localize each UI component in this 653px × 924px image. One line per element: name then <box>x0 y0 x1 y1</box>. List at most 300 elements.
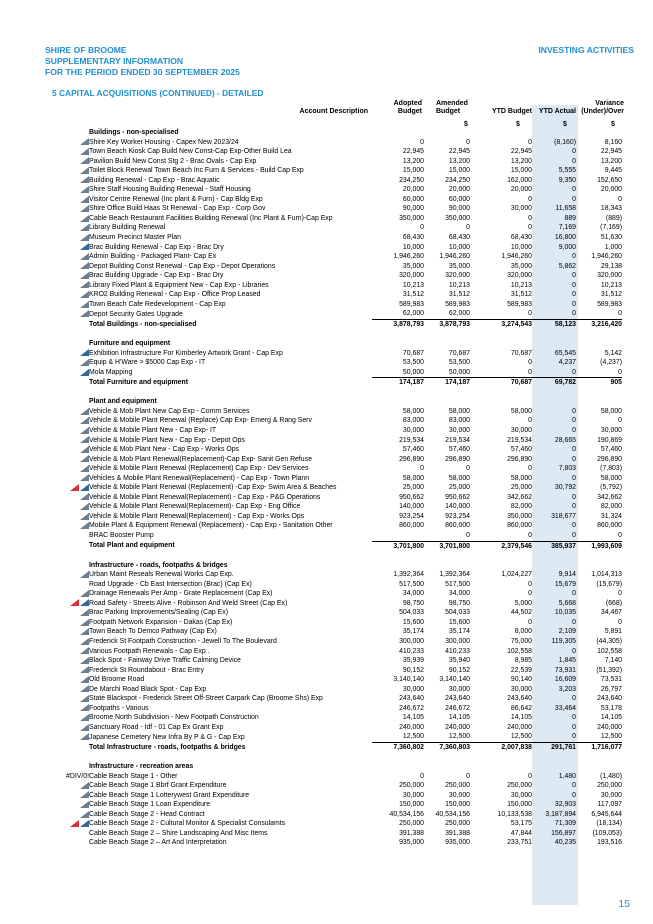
account-description: Vehicle & Mob Plant New - Cap Exp - Works Ops <box>89 446 239 454</box>
row-indicator <box>45 309 89 319</box>
row-indicator <box>45 753 89 763</box>
ytd-actual-cell: 7,169 <box>558 224 576 232</box>
amended-budget-cell: 62,000 <box>448 310 470 318</box>
ytd-actual-cell: 40,235 <box>554 839 576 847</box>
variance-cell: 34,467 <box>600 609 622 617</box>
ytd-budget-cell: 150,000 <box>507 801 532 809</box>
ytd-actual-cell: 0 <box>572 310 576 318</box>
ytd-budget-cell <box>470 561 532 571</box>
ytd-actual-cell <box>532 762 576 772</box>
row-indicator <box>45 262 89 272</box>
ytd-actual-cell: 16,800 <box>554 234 576 242</box>
account-description: Depot Building Const Renewal - Cap Exp - Depot Operations <box>89 262 276 270</box>
ytd-budget-cell: 70,687 <box>510 349 532 357</box>
account-description: Cable Beach Stage 2 – Art And Interpretation <box>89 839 227 847</box>
ytd-budget-cell: 219,534 <box>507 436 532 444</box>
adopted-budget-cell: 50,000 <box>402 368 424 376</box>
amended-budget-cell: 250,000 <box>445 782 470 790</box>
row-indicator <box>45 157 89 167</box>
table-row <box>45 416 622 426</box>
amended-budget-cell: 240,000 <box>445 723 470 731</box>
adopted-budget-cell: 3,878,793 <box>372 319 424 329</box>
ytd-actual-cell: 32,903 <box>554 801 576 809</box>
adopted-budget-cell: 10,000 <box>402 243 424 251</box>
amended-budget-cell: 30,000 <box>448 685 470 693</box>
account-description: Cable Beach Stage 1 Loan Expenditure <box>89 801 211 809</box>
variance-cell: 1,000 <box>604 243 622 251</box>
row-indicator <box>45 666 89 676</box>
row-indicator <box>45 580 89 590</box>
triangle-indicator-icon <box>80 474 89 481</box>
row-indicator <box>45 445 89 455</box>
ytd-actual-cell: 9,914 <box>558 571 576 579</box>
amended-budget-cell: 140,000 <box>445 503 470 511</box>
amended-budget-cell: 83,000 <box>448 417 470 425</box>
row-indicator <box>45 349 89 359</box>
triangle-indicator-icon <box>80 176 89 183</box>
ytd-budget-cell: 58,000 <box>510 407 532 415</box>
ytd-actual-cell: 0 <box>572 407 576 415</box>
variance-cell: 296,890 <box>597 455 622 463</box>
account-description: Broome North Subdivision - New Footpath Construction <box>89 714 259 722</box>
adopted-budget-cell <box>372 397 424 407</box>
variance-cell: 29,138 <box>600 262 622 270</box>
adopted-budget-cell: 14,105 <box>402 714 424 722</box>
account-description: Black Spot - Fairway Drive Traffic Calming Device <box>89 657 241 665</box>
variance-cell: 5,142 <box>604 349 622 357</box>
variance-cell: 3,216,420 <box>576 319 622 329</box>
adopted-budget-cell: 30,000 <box>402 791 424 799</box>
amended-budget-cell: 410,233 <box>445 647 470 655</box>
row-indicator <box>45 493 89 503</box>
ytd-actual-cell: 7,803 <box>558 465 576 473</box>
triangle-indicator-icon <box>80 196 89 203</box>
amended-budget-cell: 58,000 <box>448 474 470 482</box>
triangle-indicator-icon <box>80 609 89 616</box>
adopted-budget-cell <box>372 762 424 772</box>
ytd-budget-cell: 0 <box>528 138 532 146</box>
adopted-budget-cell: 83,000 <box>402 417 424 425</box>
variance-cell <box>576 561 622 571</box>
adopted-budget-cell: 25,000 <box>402 484 424 492</box>
adopted-budget-cell: 3,701,800 <box>372 541 424 551</box>
account-description: Cable Beach Stage 1 - Other <box>89 772 178 780</box>
row-indicator <box>45 416 89 426</box>
ytd-actual-cell: 3,203 <box>558 685 576 693</box>
triangle-indicator-icon <box>80 657 89 664</box>
ytd-budget-cell: 342,662 <box>507 493 532 501</box>
table-row <box>45 618 622 628</box>
table-row <box>45 589 622 599</box>
triangle-indicator-icon <box>80 619 89 626</box>
amended-budget-cell: 70,687 <box>448 349 470 357</box>
variance-cell: 10,213 <box>600 281 622 289</box>
report-category: INVESTING ACTIVITIES <box>538 45 634 55</box>
variance-cell: 7,140 <box>604 657 622 665</box>
variance-cell: 31,512 <box>600 291 622 299</box>
amended-budget-cell <box>424 388 470 398</box>
ytd-budget-cell: 2,379,546 <box>470 541 532 551</box>
table-row <box>45 599 622 609</box>
account-description: Brac Building Renewal - Cap Exp - Brac Dry <box>89 243 224 251</box>
triangle-indicator-icon <box>80 571 89 578</box>
adopted-budget-cell: 504,033 <box>399 609 424 617</box>
adopted-budget-cell: 250,000 <box>399 820 424 828</box>
row-indicator <box>45 329 89 339</box>
ytd-budget-cell: 13,200 <box>510 157 532 165</box>
account-description: Town Beach To Demco Pathway (Cap Ex) <box>89 628 217 636</box>
account-description: Cable Beach Stage 2 – Shire Landscaping And Misc Items <box>89 829 268 837</box>
ytd-budget-cell: 44,502 <box>510 609 532 617</box>
adopted-budget-cell: 98,750 <box>402 599 424 607</box>
account-description: Road Upgrade - Cb East Intersection (Brac) (Cap Ex) <box>89 580 252 588</box>
table-row <box>45 627 622 637</box>
table-row <box>45 214 622 224</box>
variance-cell: (889) <box>605 214 622 222</box>
ytd-budget-cell: 240,000 <box>507 723 532 731</box>
account-description: Vehicle & Mobile Plant Renewal(Replacement) - Cap Exp - P&G Operations <box>89 493 321 501</box>
ytd-budget-cell <box>470 128 532 138</box>
triangle-indicator-icon <box>80 224 89 231</box>
adopted-budget-cell <box>372 388 424 398</box>
variance-cell: 250,000 <box>597 782 622 790</box>
ytd-budget-cell: 0 <box>528 368 532 376</box>
amended-budget-cell: 923,254 <box>445 512 470 520</box>
ytd-budget-cell: 25,000 <box>510 484 532 492</box>
ytd-budget-cell: 0 <box>528 772 532 780</box>
amended-budget-cell: 14,105 <box>448 714 470 722</box>
adopted-budget-cell <box>372 329 424 339</box>
row-indicator <box>45 570 89 580</box>
ytd-actual-cell: 0 <box>572 590 576 598</box>
ytd-budget-cell: 53,175 <box>510 820 532 828</box>
triangle-indicator-icon <box>80 291 89 298</box>
variance-cell: 58,000 <box>600 474 622 482</box>
variance-cell: 5,891 <box>604 628 622 636</box>
row-indicator <box>45 397 89 407</box>
table-row <box>45 502 622 512</box>
ytd-budget-cell: 1,946,260 <box>501 253 532 261</box>
adopted-budget-cell: 240,000 <box>399 723 424 731</box>
variance-cell: 0 <box>618 195 622 203</box>
group-heading-row <box>45 128 622 138</box>
ytd-actual-cell: 28,665 <box>554 436 576 444</box>
ytd-budget-cell: 35,000 <box>510 262 532 270</box>
variance-cell: (1,480) <box>600 772 622 780</box>
table-row <box>45 647 622 657</box>
account-description: Old Broome Road <box>89 676 145 684</box>
ytd-actual-cell: 0 <box>572 446 576 454</box>
adopted-budget-cell: 60,000 <box>402 195 424 203</box>
ytd-actual-cell: 0 <box>572 291 576 299</box>
account-description: Drainage Renewals Per Amp - Grate Replacement (Cap Ex) <box>89 590 273 598</box>
triangle-indicator-icon <box>80 167 89 174</box>
row-indicator <box>45 290 89 300</box>
row-indicator <box>45 147 89 157</box>
variance-cell: 20,000 <box>600 186 622 194</box>
adopted-budget-cell: 0 <box>420 224 424 232</box>
ytd-budget-cell: 162,000 <box>507 176 532 184</box>
row-indicator <box>45 436 89 446</box>
row-indicator <box>45 791 89 801</box>
col-header-amended-line1: Amended <box>436 100 468 107</box>
variance-cell: 342,662 <box>597 493 622 501</box>
ytd-actual-cell: 0 <box>572 791 576 799</box>
row-indicator <box>45 561 89 571</box>
ytd-budget-cell: 47,844 <box>510 829 532 837</box>
row-indicator <box>45 685 89 695</box>
variance-cell: 82,000 <box>600 503 622 511</box>
triangle-indicator-icon <box>80 310 89 317</box>
ytd-budget-cell: 0 <box>528 465 532 473</box>
table-row <box>45 426 622 436</box>
ytd-actual-cell: 0 <box>572 647 576 655</box>
row-indicator <box>45 599 89 609</box>
amended-budget-cell <box>424 339 470 349</box>
variance-cell <box>576 339 622 349</box>
adopted-budget-cell <box>372 339 424 349</box>
row-indicator <box>45 829 89 839</box>
ytd-budget-cell <box>470 551 532 561</box>
ytd-budget-cell: 589,983 <box>507 300 532 308</box>
row-indicator <box>45 138 89 148</box>
account-description: Cable Beach Restaurant Facilities Building Renewal (Inc Plant & Furn)-Cap Exp <box>89 214 333 222</box>
amended-budget-cell <box>424 128 470 138</box>
account-description: Infrastructure - roads, footpaths & bridges <box>89 561 228 569</box>
currency-symbol-variance: $ <box>611 121 615 128</box>
triangle-indicator-icon <box>80 205 89 212</box>
ytd-budget-cell: 243,640 <box>507 695 532 703</box>
ytd-budget-cell: 5,000 <box>514 599 532 607</box>
adopted-budget-cell: 70,687 <box>402 349 424 357</box>
amended-budget-cell: 150,000 <box>445 801 470 809</box>
row-indicator <box>45 637 89 647</box>
ytd-budget-cell: 1,024,227 <box>501 571 532 579</box>
triangle-indicator-icon <box>80 215 89 222</box>
ytd-actual-cell <box>532 339 576 349</box>
account-description: Buildings - non-specialised <box>89 129 179 136</box>
ytd-budget-cell: 0 <box>528 214 532 222</box>
triangle-indicator-icon <box>80 733 89 740</box>
row-indicator <box>45 656 89 666</box>
triangle-indicator-icon <box>80 638 89 645</box>
table-row <box>45 694 622 704</box>
ytd-actual-cell <box>532 329 576 339</box>
variance-cell: 6,945,644 <box>591 810 622 818</box>
ytd-budget-cell: 350,000 <box>507 512 532 520</box>
triangle-indicator-icon <box>80 666 89 673</box>
adopted-budget-cell: 1,392,364 <box>393 571 424 579</box>
amended-budget-cell: 246,672 <box>445 704 470 712</box>
ytd-budget-cell <box>470 397 532 407</box>
account-description <box>89 551 372 561</box>
amended-budget-cell: 53,500 <box>448 359 470 367</box>
currency-symbol-amended: $ <box>464 121 468 128</box>
ytd-actual-cell: 5,668 <box>558 599 576 607</box>
variance-cell: (7,169) <box>600 224 622 232</box>
adopted-budget-cell: 234,250 <box>399 176 424 184</box>
adopted-budget-cell: 22,945 <box>402 148 424 156</box>
ytd-budget-cell: 2,007,838 <box>470 743 532 753</box>
row-indicator <box>45 185 89 195</box>
col-header-variance <box>578 100 624 117</box>
ytd-budget-cell: 20,000 <box>510 186 532 194</box>
adopted-budget-cell: 150,000 <box>399 801 424 809</box>
ytd-actual-cell: 73,931 <box>554 666 576 674</box>
triangle-indicator-icon <box>80 801 89 808</box>
ytd-budget-cell: 320,000 <box>507 272 532 280</box>
triangle-indicator-icon <box>80 148 89 155</box>
variance-cell: 193,516 <box>597 839 622 847</box>
variance-cell: 152,650 <box>597 176 622 184</box>
triangle-indicator-icon <box>80 503 89 510</box>
amended-budget-cell: 68,430 <box>448 234 470 242</box>
variance-cell: 860,000 <box>597 522 622 530</box>
amended-budget-cell: 1,392,364 <box>439 571 470 579</box>
total-row <box>45 743 622 753</box>
ytd-actual-cell: 9,000 <box>558 243 576 251</box>
amended-budget-cell: 860,000 <box>445 522 470 530</box>
triangle-indicator-icon <box>80 647 89 654</box>
account-description: Vehicle & Mobile Plant Renewal (Replace) Cap Exp- Emerg & Rang Serv <box>89 417 312 425</box>
ytd-budget-cell: 70,687 <box>470 378 532 388</box>
row-indicator <box>45 368 89 378</box>
ytd-budget-cell <box>470 329 532 339</box>
ytd-actual-cell: 9,350 <box>558 176 576 184</box>
account-description: Vehicle & Mobile Plant Renewal (Replacement) Cap Exp - Dev Services <box>89 465 309 473</box>
ytd-actual-cell: 11,658 <box>555 205 576 213</box>
triangle-indicator-icon <box>80 522 89 529</box>
variance-cell: 58,000 <box>600 407 622 415</box>
table-row <box>45 781 622 791</box>
variance-cell <box>576 388 622 398</box>
ytd-budget-cell: 58,000 <box>510 474 532 482</box>
ytd-actual-cell: 0 <box>572 455 576 463</box>
amended-budget-cell: 296,890 <box>445 455 470 463</box>
ytd-budget-cell: 0 <box>528 531 532 539</box>
ytd-actual-cell: 0 <box>572 272 576 280</box>
row-indicator <box>45 252 89 262</box>
row-indicator <box>45 243 89 253</box>
account-description: Admin Building - Packaged Plant- Cap Ex <box>89 253 217 261</box>
adopted-budget-cell: 350,000 <box>399 214 424 222</box>
triangle-indicator-icon <box>80 791 89 798</box>
amended-budget-cell: 58,000 <box>448 407 470 415</box>
table-row <box>45 838 622 848</box>
ytd-actual-cell: 0 <box>572 522 576 530</box>
ytd-actual-cell: 1,480 <box>558 772 576 780</box>
ytd-budget-cell: 22,539 <box>510 666 532 674</box>
variance-cell: 57,460 <box>600 446 622 454</box>
adopted-budget-cell: 35,174 <box>402 628 424 636</box>
row-indicator <box>45 541 89 551</box>
account-description <box>89 388 372 398</box>
ytd-budget-cell: 0 <box>528 195 532 203</box>
row-indicator <box>45 838 89 848</box>
adopted-budget-cell: 320,000 <box>399 272 424 280</box>
ytd-budget-cell <box>470 388 532 398</box>
account-description: Vehicles & Mobile Plant Renewal(Replacement) - Cap Exp - Town Plann <box>89 474 310 482</box>
ytd-budget-cell <box>470 753 532 763</box>
table-row <box>45 223 622 233</box>
row-indicator <box>45 512 89 522</box>
adopted-budget-cell: 13,200 <box>402 157 424 165</box>
ytd-actual-cell: 33,464 <box>554 704 576 712</box>
ytd-actual-cell: 291,761 <box>532 743 576 753</box>
triangle-indicator-icon <box>80 811 89 818</box>
account-description: Museum Precinct Master Plan <box>89 234 181 242</box>
account-description: Brac Building Upgrade - Cap Exp - Brac Dry <box>89 272 224 280</box>
ytd-budget-cell: 86,642 <box>510 704 532 712</box>
col-header-adopted-line1: Adopted <box>393 100 422 107</box>
account-description: Pavilion Build New Const Stg 2 - Brac Ovals - Cap Exp <box>89 157 257 165</box>
triangle-indicator-icon <box>80 359 89 366</box>
account-description: Vehicle & Mobile Plant New - Cap Exp - Depot Ops <box>89 436 245 444</box>
ytd-budget-cell: 30,000 <box>510 685 532 693</box>
account-description: Cable Beach Stage 1 Bbrf Grant Expenditure <box>89 782 227 790</box>
amended-budget-cell: 90,000 <box>448 205 470 213</box>
account-description: Cable Beach Stage 2 - Head Contract <box>89 810 205 818</box>
adopted-budget-cell: 7,360,802 <box>372 743 424 753</box>
ytd-budget-cell: 102,558 <box>507 647 532 655</box>
capital-acquisitions-table <box>45 128 622 848</box>
table-row <box>45 685 622 695</box>
table-row <box>45 233 622 243</box>
account-description: Library Building Renewal <box>89 224 166 232</box>
ytd-budget-cell: 30,000 <box>510 205 532 213</box>
adopted-budget-cell: 860,000 <box>399 522 424 530</box>
row-indicator <box>45 521 89 531</box>
amended-budget-cell: 35,174 <box>448 628 470 636</box>
triangle-indicator-icon <box>80 676 89 683</box>
adopted-budget-cell: 140,000 <box>399 503 424 511</box>
table-row <box>45 666 622 676</box>
ytd-budget-cell: 10,133,538 <box>497 810 532 818</box>
variance-cell: (5,792) <box>600 484 622 492</box>
account-description: Various Footpath Renewals - Cap Exp . <box>89 647 210 655</box>
ytd-actual-cell: 1,845 <box>558 657 576 665</box>
amended-budget-cell: 98,750 <box>448 599 470 607</box>
table-row <box>45 309 622 319</box>
account-description: Frederick St Footpath Construction - Jewell To The Boulevard <box>89 637 277 645</box>
ytd-budget-cell: 68,430 <box>510 234 532 242</box>
table-row <box>45 300 622 310</box>
variance-cell: 905 <box>576 378 622 388</box>
adopted-budget-cell: 10,213 <box>402 281 424 289</box>
triangle-indicator-icon <box>80 484 89 491</box>
amended-budget-cell: 13,200 <box>448 157 470 165</box>
ytd-actual-cell: 2,109 <box>558 628 576 636</box>
account-description <box>89 753 372 763</box>
row-indicator <box>45 195 89 205</box>
adopted-budget-cell: 20,000 <box>402 186 424 194</box>
account-description: Depot Security Gates Upgrade <box>89 310 183 318</box>
row-indicator <box>45 474 89 484</box>
row-indicator <box>45 772 89 782</box>
ytd-actual-cell: (8,160) <box>554 138 576 146</box>
col-header-variance-line2: (Under)/Over <box>581 108 624 116</box>
row-indicator <box>45 339 89 349</box>
amended-budget-cell <box>424 329 470 339</box>
ytd-actual-cell: 318,677 <box>551 512 576 520</box>
ytd-budget-cell: 233,751 <box>507 839 532 847</box>
table-row <box>45 281 622 291</box>
account-description: Infrastructure - recreation areas <box>89 763 194 771</box>
row-indicator <box>45 713 89 723</box>
row-indicator <box>45 407 89 417</box>
account-description: Total Furniture and equipment <box>89 378 189 386</box>
account-description: Mola Mapping <box>89 368 133 376</box>
